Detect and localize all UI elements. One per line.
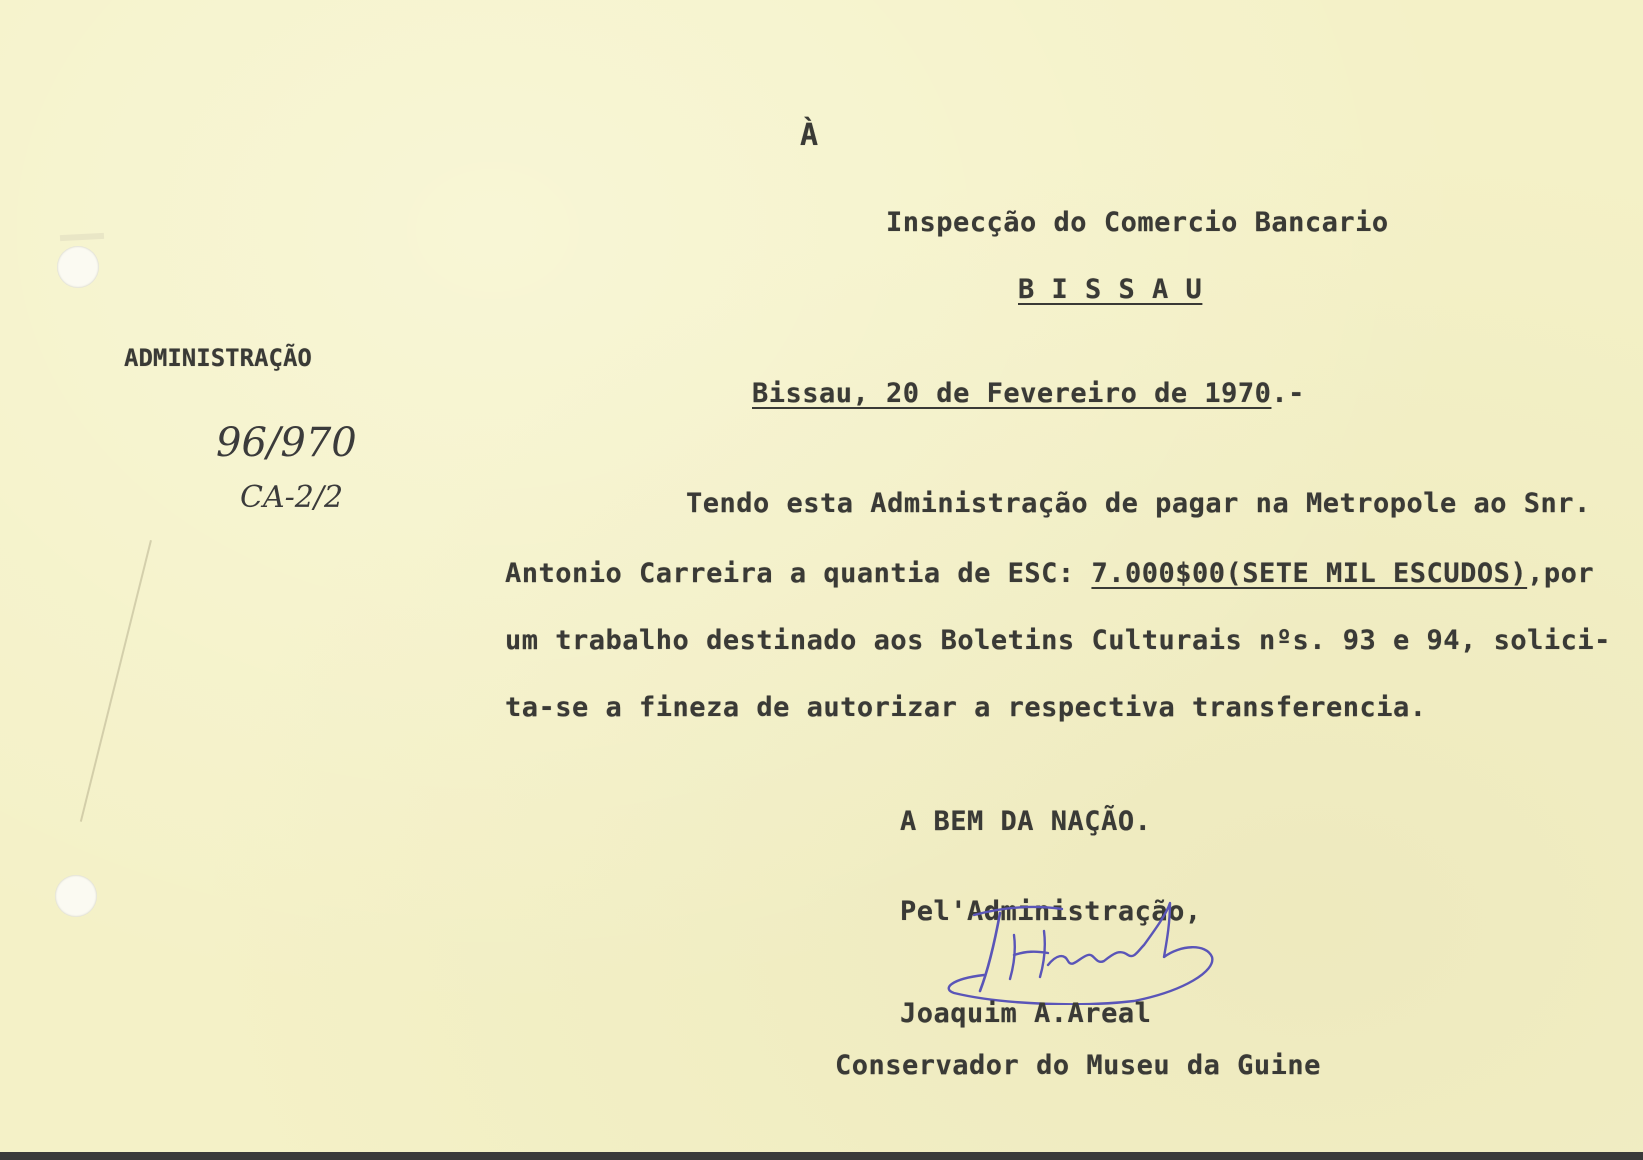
punch-hole-top [57,246,99,288]
punch-hole-bottom [55,875,97,917]
date-line [752,378,1305,409]
date-suffix: .- [1271,378,1305,409]
salutation: À [800,118,819,153]
signatory-title: Conservador do Museu da Guine [835,1050,1321,1081]
body-line-4: ta-se a fineza de autorizar a respectiva transferencia. [505,692,1427,723]
body-line-2-prefix: Antonio Carreira a quantia de ESC: [505,558,1092,589]
handwritten-signature [944,895,1264,1005]
paper-tear [60,233,104,241]
recipient-name: Inspecção do Comercio Bancario [886,207,1389,238]
date-text: Bissau, 20 de Fevereiro de 1970 [752,378,1272,409]
body-line-2-suffix: ,por [1527,558,1595,589]
scan-bottom-edge [0,1152,1643,1160]
payment-amount: 7.000$00(SETE MIL ESCUDOS) [1091,558,1528,589]
body-line-1: Tendo esta Administração de pagar na Metropole ao Snr. [686,488,1591,519]
faint-pencil-mark [80,540,152,822]
closing-formula: A BEM DA NAÇÃO. [900,806,1152,837]
reference-number: 96/970 [216,420,357,466]
reference-code: CA-2/2 [240,480,344,515]
on-behalf-line: Pel'Administração, [900,896,1202,927]
administration-stamp: ADMINISTRAÇÃO [124,344,312,372]
body-line-3: um trabalho destinado aos Boletins Culturais nºs. 93 e 94, solici- [505,625,1611,656]
recipient-city: B I S S A U [1018,274,1203,305]
body-line-2 [505,558,1594,589]
signatory-name: Joaquim A.Areal [900,998,1152,1029]
